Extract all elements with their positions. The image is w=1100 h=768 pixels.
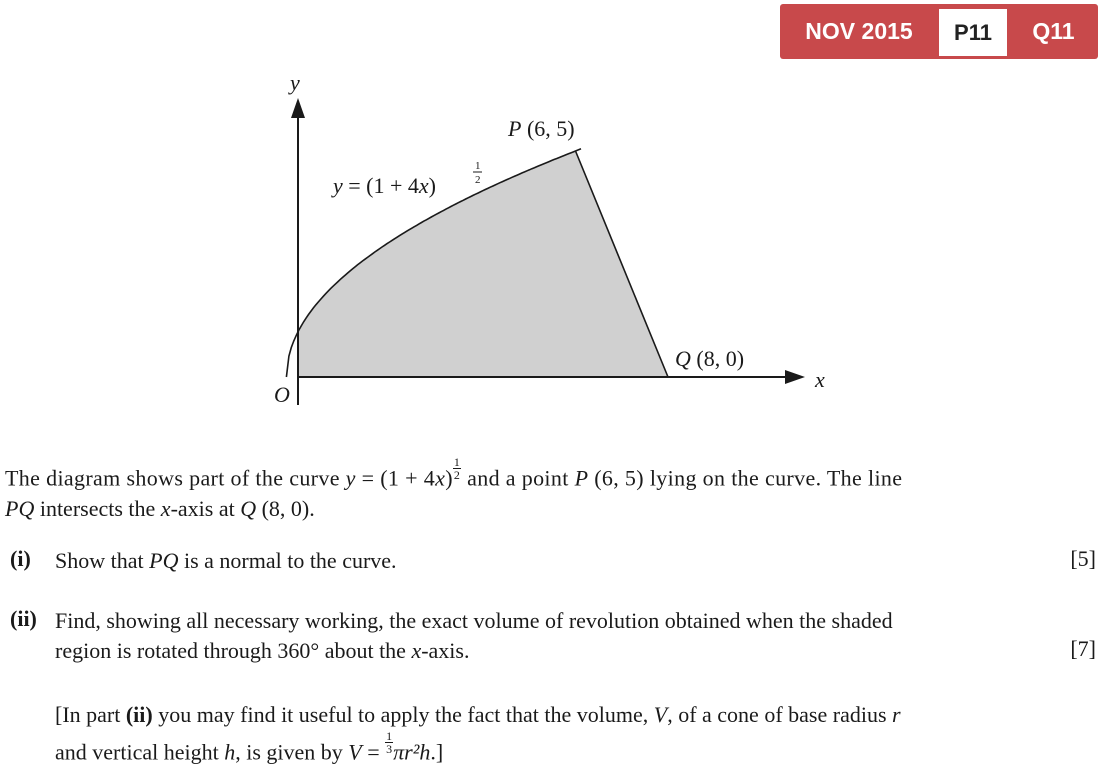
part-ii-label: (ii) xyxy=(10,606,37,631)
part-ii-text xyxy=(55,606,1096,666)
part-i-marks: [5] xyxy=(1070,546,1096,571)
part-ii-marks: [7] xyxy=(1070,636,1096,661)
fraction-one-third: $\frac{1}{3}$ xyxy=(386,729,393,756)
question-number-label: Q11 xyxy=(1032,18,1075,44)
note-text: and vertical height xyxy=(55,739,225,765)
line-name: PQ xyxy=(5,495,35,521)
note-text: = xyxy=(361,739,386,765)
axis-name: x xyxy=(411,638,422,663)
point-p-label: P (6, 5) xyxy=(508,116,575,141)
y-axis-label: y xyxy=(290,70,300,95)
part-i-label: (i) xyxy=(10,546,31,571)
part-text: Find, showing all necessary working, the exact volume of revolution obtained when the shaded xyxy=(55,608,893,633)
note-text: , of a cone of base radius xyxy=(667,702,893,727)
note-text: r xyxy=(892,702,901,727)
note-text: πr²h xyxy=(393,739,431,765)
note-text: V xyxy=(348,739,362,765)
intro-text: The diagram shows part of the curve xyxy=(5,465,346,491)
part-i-text xyxy=(55,546,1096,576)
curve-exponent-den: 2 xyxy=(475,174,481,186)
intro-text: intersects the xyxy=(34,495,161,521)
note-text: you may find it useful to apply the fact that the volume, xyxy=(152,702,654,727)
curve-equation-label: y = (1 + 4x) xyxy=(333,173,436,198)
y-axis-arrow xyxy=(291,98,305,118)
note-text: [In part xyxy=(55,702,126,727)
note-text: (ii) xyxy=(125,702,153,727)
line-name: PQ xyxy=(149,548,179,573)
intro-text: . xyxy=(309,495,315,521)
part-text: Show that xyxy=(55,548,150,573)
origin-label: O xyxy=(274,382,290,407)
intro-text: -axis at xyxy=(170,495,241,521)
part-text: region is rotated through 360° about the xyxy=(55,638,412,663)
exponent-half: $\frac{1}{2}$ xyxy=(453,455,461,482)
note-text: h xyxy=(224,739,236,765)
cone-volume-note xyxy=(55,699,1096,768)
note-text: V xyxy=(653,702,668,727)
note-text: .] xyxy=(430,739,444,765)
note-text: , is given by xyxy=(235,739,349,765)
intro-text: and a point xyxy=(461,465,575,491)
axis-name: x xyxy=(160,495,171,521)
curve-exponent-num: 1 xyxy=(475,160,481,172)
point-q-label: Q (8, 0) xyxy=(675,346,745,371)
intro-text: lying on the curve. The line xyxy=(643,465,903,491)
part-text: is a normal to the curve. xyxy=(178,548,397,573)
session-label: NOV 2015 xyxy=(805,18,913,44)
x-axis-label: x xyxy=(815,367,825,392)
question-intro: The diagram shows part of the curve y = (1 + 4x) $\frac{1}{2}$ and a point P (6, 5) lying on the curve. The line PQ intersects the x-axis at Q (8, 0). xyxy=(5,455,903,521)
x-axis-arrow xyxy=(785,370,805,384)
paper-label: P11 xyxy=(939,9,1007,56)
part-text: -axis. xyxy=(421,638,470,663)
